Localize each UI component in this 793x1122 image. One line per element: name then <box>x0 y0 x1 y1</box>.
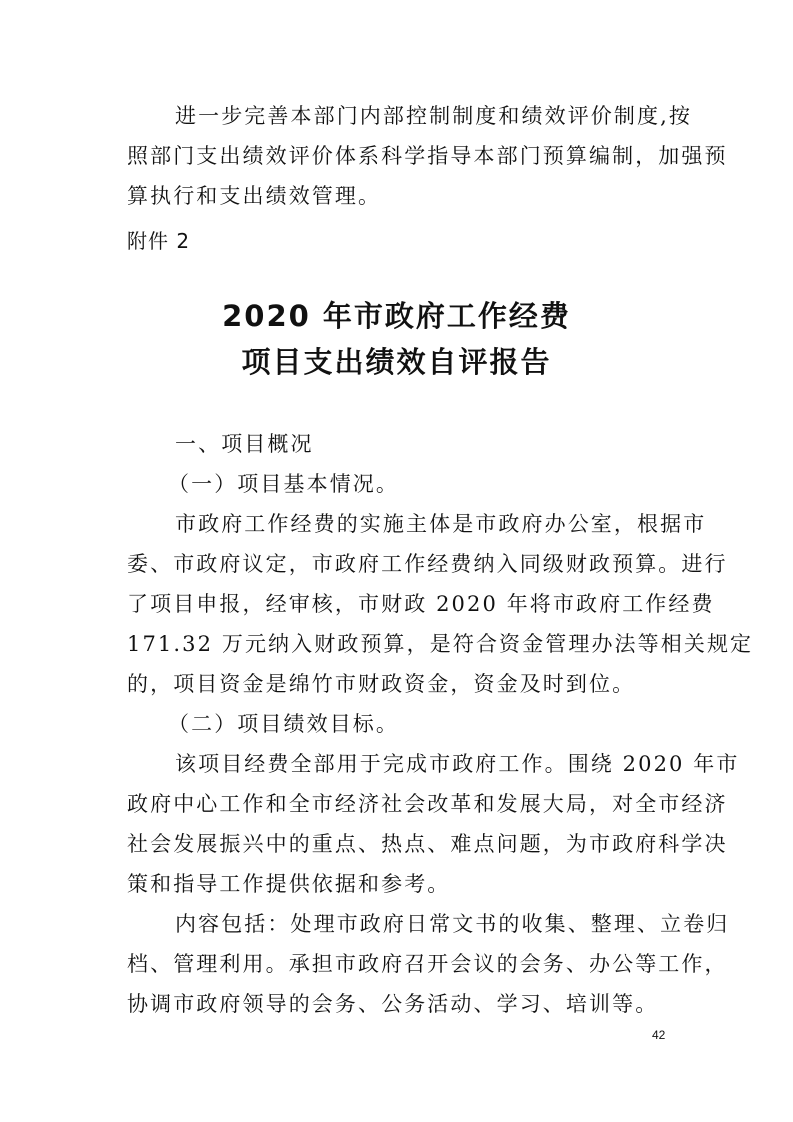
paragraph-line: 社会发展振兴中的重点、热点、难点问题，为市政府科学决 <box>127 832 728 856</box>
document-title-line-1: 2020 年市政府工作经费 <box>222 299 571 333</box>
section-heading: 一、项目概况 <box>175 432 314 456</box>
paragraph-line: 算执行和支出绩效管理。 <box>127 184 382 208</box>
paragraph-line: 照部门支出绩效评价体系科学指导本部门预算编制，加强预 <box>127 144 728 168</box>
paragraph-line: 协调市政府领导的会务、公务活动、学习、培训等。 <box>127 992 659 1016</box>
paragraph-line: 了项目申报，经审核，市财政 2020 年将市政府工作经费 <box>127 592 715 616</box>
attachment-label: 附件 2 <box>127 229 191 253</box>
paragraph-line: 策和指导工作提供依据和参考。 <box>127 872 451 896</box>
paragraph-line: 市政府工作经费的实施主体是市政府办公室，根据市 <box>175 512 707 536</box>
subsection-heading: （一）项目基本情况。 <box>168 472 399 496</box>
paragraph-line: 档、管理利用。承担市政府召开会议的会务、办公等工作， <box>127 952 728 976</box>
paragraph-line: 委、市政府议定，市政府工作经费纳入同级财政预算。进行 <box>127 552 728 576</box>
paragraph-line: 该项目经费全部用于完成市政府工作。围绕 2020 年市 <box>175 752 740 776</box>
document-title-line-2: 项目支出绩效自评报告 <box>241 345 552 379</box>
paragraph-line: 的，项目资金是绵竹市财政资金，资金及时到位。 <box>127 672 636 696</box>
paragraph-line: 进一步完善本部门内部控制制度和绩效评价制度,按 <box>175 104 692 128</box>
subsection-heading: （二）项目绩效目标。 <box>168 712 399 736</box>
paragraph-line: 171.32 万元纳入财政预算，是符合资金管理办法等相关规定 <box>127 632 754 656</box>
paragraph-line: 政府中心工作和全市经济社会改革和发展大局，对全市经济 <box>127 792 728 816</box>
page-number: 42 <box>652 1028 666 1042</box>
paragraph-line: 内容包括：处理市政府日常文书的收集、整理、立卷归 <box>175 912 730 936</box>
